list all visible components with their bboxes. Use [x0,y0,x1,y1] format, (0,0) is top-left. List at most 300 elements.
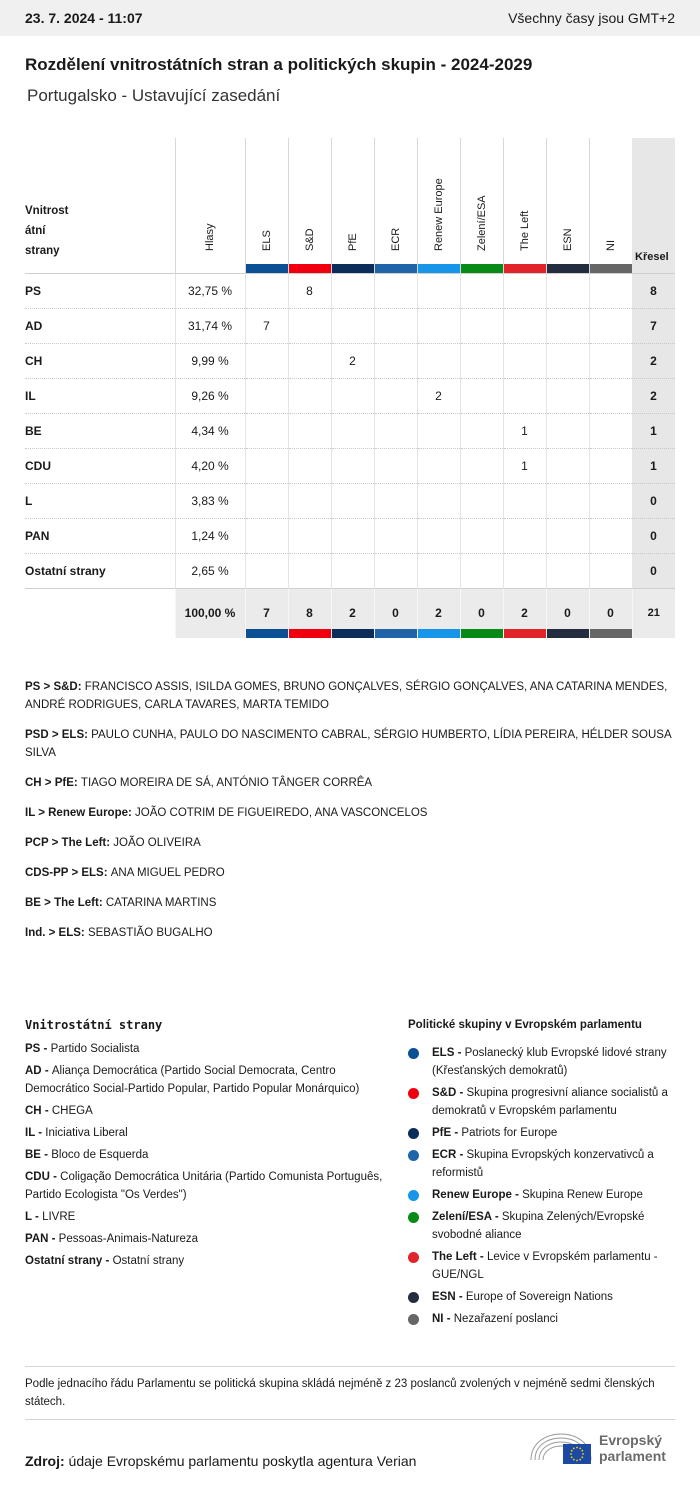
party-cell: BE [25,413,175,448]
legend-separator: - [454,1047,465,1059]
political-group-name: Skupina Renew Europe [522,1189,643,1201]
national-party-abbr: BE [25,1149,41,1161]
party-header-line: átní [25,224,46,237]
political-group-abbr: NI [432,1313,444,1325]
national-party-name: Coligação Democrática Unitária (Partido Comunista Português, Partido Ecologista "Os Verdes") [25,1171,383,1201]
seat-count-cell [374,448,417,483]
political-group-item [408,1186,675,1204]
political-group-text [432,1288,613,1306]
seat-count-cell [331,518,374,553]
table-row [25,413,675,448]
seat-count-cell [589,308,632,343]
legend-separator: - [48,1233,59,1245]
political-groups-title: Politické skupiny v Evropském parlamentu [408,1019,642,1031]
political-group-text [432,1310,558,1328]
seat-count-cell [460,378,503,413]
seat-count-cell [245,553,288,588]
seat-count-cell: 2 [331,343,374,378]
votes-header-label: Hlasy [204,223,216,251]
assignment-separator: : [84,729,92,741]
table-row [25,448,675,483]
group-column-header [288,138,331,273]
group-color-bar [547,264,589,273]
group-column-header [245,138,288,273]
page-title: Rozdělení vnitrostátních stran a politických skupin - 2024-2029 [25,55,533,74]
table-row [25,273,675,308]
group-color-bar [375,264,417,273]
grand-total-seats: 21 [632,588,675,638]
source-line [25,1453,416,1469]
assignment-members: FRANCISCO ASSIS, ISILDA GOMES, BRUNO GONÇALVES, SÉRGIO GONÇALVES, ANA CATARINA MENDES, ANDRÉ RODRIGUES, CARLA TAVARES, MARTA TEMIDO [25,681,668,711]
group-column-header [374,138,417,273]
group-header-label: ELS [260,230,273,251]
assignment-key: PCP > The Left [25,837,107,849]
political-group-abbr: ELS [432,1047,455,1059]
seat-count-cell [417,518,460,553]
group-total-value: 2 [435,606,442,621]
group-column-header [589,138,632,273]
group-total-value: 0 [607,606,614,621]
group-color-dot-icon [408,1212,419,1223]
assignment-item [25,726,675,762]
national-parties-title: Vnitrostátní strany [25,1018,163,1032]
national-parties-list [25,1040,385,1270]
legend-separator: - [443,1313,454,1325]
legend-separator: - [49,1171,61,1183]
seats-total-cell: 0 [632,518,675,553]
political-group-abbr: PfE [432,1127,452,1139]
group-total-cell [417,588,460,638]
votes-cell: 4,34 % [175,413,245,448]
seat-count-cell [546,448,589,483]
group-color-bar [332,264,374,273]
party-cell: PAN [25,518,175,553]
group-color-bar [461,629,503,638]
seat-count-cell [374,308,417,343]
group-total-value: 2 [349,606,356,621]
rules-note: Podle jednacího řádu Parlamentu se politická skupina skládá nejméně z 23 poslanců zvolených v nejméně sedmi členských státech. [25,1366,675,1420]
national-party-name: Aliança Democrática (Partido Social Democrata, Centro Democrático Social-Partido Popular, Partido Popular Monárquico) [25,1065,360,1095]
seat-count-cell [589,413,632,448]
political-group-name: Skupina Evropských konzervativců a reformistů [432,1149,654,1179]
seats-total-cell: 0 [632,553,675,588]
top-bar [0,0,700,36]
seat-count-cell [417,308,460,343]
seat-count-cell [546,343,589,378]
assignment-item [25,678,675,714]
political-group-name: Skupina progresivní aliance socialistů a demokratů v Evropském parlamentu [432,1087,668,1117]
table-row [25,483,675,518]
seat-count-cell [288,553,331,588]
seat-count-cell [546,483,589,518]
political-groups-list [408,1044,675,1328]
seat-count-cell [331,273,374,308]
assignment-members: CATARINA MARTINS [105,897,217,909]
party-cell: IL [25,378,175,413]
political-group-name: Nezařazení poslanci [453,1313,558,1325]
legend-separator: - [456,1087,467,1099]
party-cell: PS [25,273,175,308]
national-party-item [25,1062,385,1098]
assignment-key: Ind. > ELS [25,927,81,939]
totals-votes: 100,00 % [175,588,245,638]
logo-text [599,1432,666,1464]
seat-count-cell [331,413,374,448]
national-party-item [25,1146,385,1164]
seat-count-cell [245,273,288,308]
seat-count-cell [589,343,632,378]
group-header-label: ECR [389,227,402,251]
table-row [25,553,675,588]
group-color-dot-icon [408,1292,419,1303]
group-header-label: ESN [561,228,574,251]
legend-separator: - [491,1211,502,1223]
assignment-key: CDS-PP > ELS [25,867,104,879]
seat-count-cell [546,273,589,308]
assignment-separator: : [80,927,88,939]
seat-count-cell [331,483,374,518]
seat-count-cell [460,483,503,518]
group-header-label: The Left [518,210,531,251]
national-party-name: Pessoas-Animais-Natureza [58,1233,199,1245]
assignment-separator: : [73,777,81,789]
national-party-name: Iniciativa Liberal [45,1127,128,1139]
political-group-text [432,1084,675,1120]
assignment-members: JOÃO COTRIM DE FIGUEIREDO, ANA VASCONCELOS [135,807,428,819]
group-color-dot-icon [408,1088,419,1099]
group-color-dot-icon [408,1190,419,1201]
seats-total-cell: 8 [632,273,675,308]
party-cell: L [25,483,175,518]
group-color-bar [289,629,331,638]
seats-column-header: Křesel [632,138,675,273]
source-label: Zdroj: [25,1453,65,1469]
assignment-separator: : [106,837,114,849]
political-group-text [432,1186,643,1204]
assignment-separator: : [77,681,85,693]
political-groups-legend [408,1016,675,1332]
table-row [25,378,675,413]
political-group-name: Patriots for Europe [461,1127,558,1139]
seat-count-cell [503,343,546,378]
seats-total-cell: 1 [632,413,675,448]
group-column-header [503,138,546,273]
political-group-abbr: ECR [432,1149,457,1161]
political-group-name: Europe of Sovereign Nations [465,1291,613,1303]
group-header-label: Zelení/ESA [475,195,488,251]
seat-count-cell [503,553,546,588]
seat-count-cell [417,413,460,448]
group-column-header [417,138,460,273]
seat-count-cell [546,553,589,588]
group-color-bar [332,629,374,638]
seat-count-cell [503,483,546,518]
legend-separator: - [102,1255,113,1267]
seat-count-cell [288,343,331,378]
group-header-label: S&D [303,228,316,251]
seat-count-cell [589,518,632,553]
political-group-item [408,1208,675,1244]
group-color-bar [246,264,288,273]
group-column-header [546,138,589,273]
seat-count-cell [374,273,417,308]
assignment-key: PS > S&D [25,681,78,693]
national-party-abbr: CDU [25,1171,50,1183]
votes-cell: 2,65 % [175,553,245,588]
legend-separator: - [456,1149,467,1161]
group-total-value: 0 [478,606,485,621]
seat-count-cell: 8 [288,273,331,308]
seat-count-cell: 1 [503,448,546,483]
legend-separator: - [476,1251,487,1263]
group-color-bar [418,264,460,273]
group-total-value: 8 [306,606,313,621]
group-color-bar [461,264,503,273]
seats-table-wrapper [25,138,675,638]
assignment-members: ANA MIGUEL PEDRO [110,867,225,879]
assignment-key: IL > Renew Europe [25,807,128,819]
political-group-item [408,1310,675,1328]
seat-count-cell [374,343,417,378]
national-party-name: CHEGA [51,1105,93,1117]
seat-count-cell [331,308,374,343]
national-party-abbr: IL [25,1127,36,1139]
group-color-bar [590,629,632,638]
political-group-item [408,1288,675,1306]
seat-count-cell [460,448,503,483]
seat-count-cell [589,448,632,483]
assignment-separator: : [98,897,106,909]
seat-count-cell [503,518,546,553]
group-total-cell [331,588,374,638]
national-party-item [25,1208,385,1226]
seat-count-cell [245,518,288,553]
national-party-abbr: AD [25,1065,42,1077]
national-party-abbr: PAN [25,1233,49,1245]
national-parties-legend [25,1016,385,1274]
group-color-dot-icon [408,1252,419,1263]
table-header-row [25,138,675,273]
assignment-item [25,894,675,912]
group-column-header [331,138,374,273]
group-color-dot-icon [408,1150,419,1161]
political-group-item [408,1084,675,1120]
assignment-item [25,924,675,942]
group-total-cell [546,588,589,638]
seat-count-cell [245,448,288,483]
european-parliament-logo[interactable] [529,1428,675,1468]
votes-cell: 9,26 % [175,378,245,413]
national-party-abbr: Ostatní strany [25,1255,103,1267]
group-color-bar [590,264,633,273]
table-row [25,343,675,378]
datetime: 23. 7. 2024 - 11:07 [25,10,143,26]
timezone-note: Všechny časy jsou GMT+2 [508,10,675,26]
seats-total-cell: 7 [632,308,675,343]
group-total-value: 0 [564,606,571,621]
national-party-item [25,1168,385,1204]
group-color-bar [289,264,331,273]
seat-count-cell [589,273,632,308]
seat-count-cell [245,483,288,518]
party-header-line: Vnitrost [25,204,69,217]
seat-count-cell [245,413,288,448]
assignment-separator: : [128,807,136,819]
group-color-bar [375,629,417,638]
political-group-name: Skupina Zelených/Evropské svobodné aliance [432,1211,645,1241]
group-total-value: 7 [263,606,270,621]
political-group-item [408,1044,675,1080]
seat-count-cell [245,378,288,413]
seat-count-cell [374,518,417,553]
assignment-separator: : [103,867,111,879]
political-group-item [408,1146,675,1182]
seat-count-cell [374,483,417,518]
group-color-bar [418,629,460,638]
seat-count-cell [503,273,546,308]
political-group-item [408,1248,675,1284]
parliament-emblem-icon [529,1430,593,1466]
assignment-members: TIAGO MOREIRA DE SÁ, ANTÓNIO TÂNGER CORRÊA [80,777,373,789]
national-party-name: Partido Socialista [50,1043,140,1055]
source-text: údaje Evropskému parlamentu poskytla agentura Verian [68,1453,417,1469]
seat-count-cell [374,378,417,413]
assignment-members: JOÃO OLIVEIRA [113,837,201,849]
seats-total-cell: 1 [632,448,675,483]
group-header-label: Renew Europe [432,178,445,251]
group-header-label: NI [604,240,617,251]
logo-line: parlament [599,1448,666,1464]
table-row [25,308,675,343]
national-party-item [25,1102,385,1120]
political-group-text [432,1208,675,1244]
seat-count-cell [546,413,589,448]
legend-separator: - [40,1043,51,1055]
political-group-abbr: The Left [432,1251,477,1263]
group-header-label: PfE [346,233,359,251]
seat-count-cell [417,448,460,483]
group-color-dot-icon [408,1048,419,1059]
political-group-abbr: ESN [432,1291,456,1303]
table-row [25,518,675,553]
votes-cell: 31,74 % [175,308,245,343]
seat-count-cell [460,553,503,588]
group-color-dot-icon [408,1314,419,1325]
group-column-header [460,138,503,273]
political-group-abbr: S&D [432,1087,457,1099]
legend-separator: - [40,1149,52,1161]
group-color-bar [504,264,546,273]
group-color-bar [504,629,546,638]
party-cell: CDU [25,448,175,483]
seat-count-cell [288,308,331,343]
assignment-members: SEBASTIÃO BUGALHO [87,927,213,939]
seat-count-cell [288,413,331,448]
seat-count-cell: 7 [245,308,288,343]
group-total-value: 0 [392,606,399,621]
assignment-key: CH > PfE [25,777,74,789]
legend-separator: - [31,1211,43,1223]
seat-count-cell: 2 [417,378,460,413]
seat-count-cell [460,518,503,553]
seat-count-cell: 1 [503,413,546,448]
group-total-cell [288,588,331,638]
political-group-text [432,1146,675,1182]
seat-count-cell [331,553,374,588]
seat-count-cell [288,378,331,413]
votes-column-header [175,138,245,273]
political-group-abbr: Zelení/ESA [432,1211,492,1223]
votes-cell: 1,24 % [175,518,245,553]
legend-separator: - [41,1065,52,1077]
seat-count-cell [546,518,589,553]
seat-count-cell [374,413,417,448]
national-party-item [25,1252,385,1270]
legend-separator: - [35,1127,46,1139]
totals-row [25,588,675,638]
group-total-cell [374,588,417,638]
legend-separator: - [41,1105,52,1117]
votes-cell: 3,83 % [175,483,245,518]
seats-total-cell: 2 [632,343,675,378]
national-party-item [25,1040,385,1058]
logo-line: Evropský [599,1432,663,1448]
seat-count-cell [417,273,460,308]
legend-separator: - [451,1127,462,1139]
national-party-name: Ostatní strany [112,1255,185,1267]
legend-separator: - [455,1291,466,1303]
political-group-text [432,1124,557,1142]
page-subtitle: Portugalsko - Ustavující zasedání [27,86,281,105]
group-total-cell [503,588,546,638]
group-total-value: 2 [521,606,528,621]
seats-table [25,138,675,638]
seat-count-cell [288,448,331,483]
seat-count-cell [460,273,503,308]
totals-blank [25,588,175,638]
party-cell: Ostatní strany [25,553,175,588]
seat-count-cell [331,378,374,413]
seat-count-cell [503,308,546,343]
seat-count-cell [589,378,632,413]
seat-count-cell [460,308,503,343]
party-column-header [25,138,175,273]
group-total-cell [245,588,288,638]
group-color-bar [246,629,288,638]
national-party-abbr: CH [25,1105,42,1117]
assignment-item [25,774,675,792]
group-total-cell [589,588,632,638]
seat-count-cell [417,483,460,518]
political-group-item [408,1124,675,1142]
national-party-item [25,1124,385,1142]
assignment-members: PAULO CUNHA, PAULO DO NASCIMENTO CABRAL, SÉRGIO HUMBERTO, LÍDIA PEREIRA, HÉLDER SOUSA SILVA [25,729,671,759]
political-group-text [432,1248,675,1284]
seat-count-cell [589,553,632,588]
seat-count-cell [546,378,589,413]
seats-total-cell: 0 [632,483,675,518]
political-group-name: Levice v Evropském parlamentu - GUE/NGL [432,1251,658,1281]
seat-count-cell [331,448,374,483]
table-body [25,273,675,588]
seat-count-cell [417,343,460,378]
seat-count-cell [374,553,417,588]
national-party-name: LIVRE [42,1211,76,1223]
seat-count-cell [417,553,460,588]
political-group-text [432,1044,675,1080]
national-party-abbr: L [25,1211,32,1223]
group-color-bar [547,629,589,638]
